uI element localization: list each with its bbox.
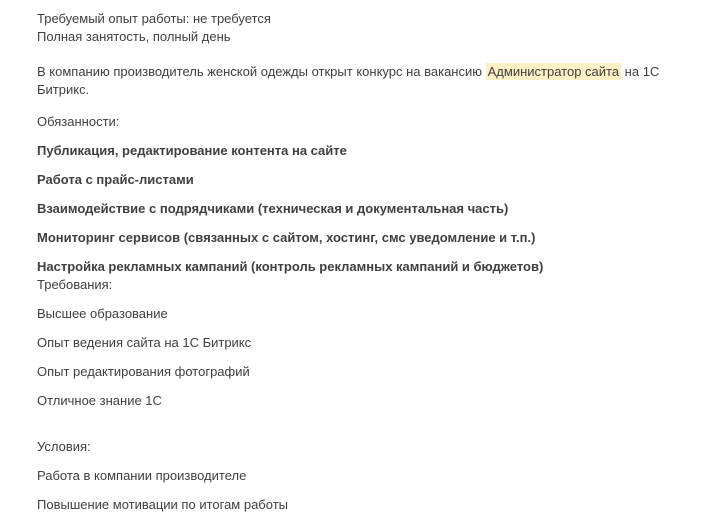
search-term-highlight: Администратор сайта	[487, 64, 620, 79]
condition-item: Повышение мотивации по итогам работы	[37, 497, 288, 512]
requirements-section-title: Требования:	[37, 277, 113, 292]
experience-required-text: Требуемый опыт работы: не требуется	[37, 11, 271, 26]
duty-item: Публикация, редактирование контента на сайте	[37, 143, 347, 158]
intro-text-after: на 1С Битрикс.	[37, 64, 660, 97]
duty-item: Настройка рекламных кампаний (контроль рекламных кампаний и бюджетов)	[37, 259, 544, 274]
requirement-item: Высшее образование	[37, 306, 168, 321]
duties-section-title: Обязанности:	[37, 114, 120, 129]
requirement-item: Опыт ведения сайта на 1С Битрикс	[37, 335, 252, 350]
conditions-section-title: Условия:	[37, 439, 91, 454]
duty-item: Взаимодействие с подрядчиками (техническая и документальная часть)	[37, 201, 509, 216]
duty-item: Мониторинг сервисов (связанных с сайтом, хостинг, смс уведомление и т.п.)	[37, 230, 536, 245]
requirement-item: Опыт редактирования фотографий	[37, 364, 250, 379]
vacancy-intro	[37, 63, 681, 99]
duty-item: Работа с прайс-листами	[37, 172, 194, 187]
condition-item: Работа в компании производителе	[37, 468, 247, 483]
requirement-item: Отличное знание 1С	[37, 393, 162, 408]
intro-text-before: В компанию производитель женской одежды открыт конкурс на вакансию	[37, 64, 486, 79]
vacancy-meta	[37, 10, 681, 46]
employment-type-text: Полная занятость, полный день	[37, 29, 231, 44]
